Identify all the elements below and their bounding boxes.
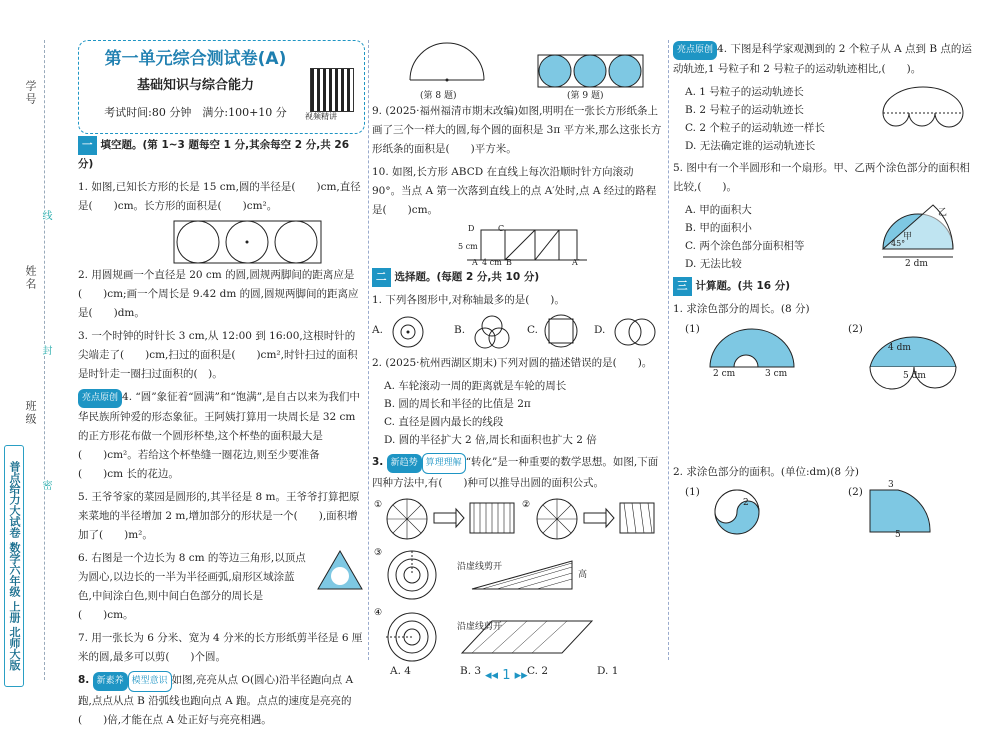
option: D. 无法确定谁的运动轨迹长 xyxy=(685,140,816,152)
question-3: 3. 一个时钟的时针长 3 cm,从 12:00 到 16:00,这根时针的尖端走了( )cm,扫过的面积是( )cm²,时针扫过的面积是时针走一圈扫过面积的( )。 xyxy=(78,330,358,380)
figure-q1 xyxy=(78,220,363,266)
figure-triangle xyxy=(316,549,364,593)
question-2: 2. 用圆规画一个直径是 20 cm 的圆,圆规两脚间的距离应是( )cm;画一个周长是 9.42 dm 的圆,圆规两脚间的距离应是( )dm。 xyxy=(78,269,359,319)
column-1 xyxy=(78,136,363,734)
question-7: 7. 用一张长为 6 分米、宽为 4 分米的长方形纸剪半径是 6 厘米的圆,最多可以剪( )个圆。 xyxy=(78,632,363,663)
cut-mark: 线 xyxy=(40,210,51,220)
binding-strip xyxy=(0,0,70,711)
figure-calc-2: (1) 2 (2) 3 5 xyxy=(673,486,973,546)
question-10: 10. 如图,长方形 ABCD 在直线上每次沿顺时针方向滚动 90°。当点 A 第一次落到直线上的点 A′处时,点 A 经过的路程是( )cm。 xyxy=(372,166,657,216)
page-title: 第一单元综合测试卷(A) xyxy=(104,49,287,69)
question-6: 6. 右图是一个边长为 8 cm 的等边三角形,以顶点为圆心,以边长的一半为半径画弧,扇形区域涂蓝色,中间涂白色,则中间白色部分的周长是( )cm。 xyxy=(78,552,306,621)
qr-code[interactable] xyxy=(310,68,354,112)
cut-label: 沿虚线剪开 xyxy=(457,622,503,632)
option: A. 车轮滚动一周的距离就是车轮的周长 xyxy=(384,380,567,392)
section-3-heading: 三 计算题。(共 16 分) xyxy=(673,277,973,296)
question-c3-5: 5. 图中有一个半圆形和一个扇形。甲、乙两个涂色部分的面积相比较,( )。 xyxy=(673,162,970,193)
question-9: 9. (2025·福州福清市期末改编)如图,明明在一张长方形纸条上画了三个一样大的圆,每个圆的面积是 3π 平方米,那么这张长方形纸条的面积是( )平方米。 xyxy=(372,105,662,155)
choice-question-3: 3. 新趋势 算理理解 “转化”是一种重要的数学思想。如图,下面四种方法中,有( )种可以推导出圆的面积公式。 xyxy=(372,453,662,493)
question-4: 亮点原创 4. “圆”象征着“圆满”和“饱满”,是自古以来为我们中华民族所钟爱的形态象征。王阿姨打算用一块周长是 32 cm 的正方形花布做一个圆形杯垫,这个杯垫的面积最大是( )cm²。若给这个杯垫缝一圈花边,则至少要准备( )cm 长的花边。 xyxy=(78,391,360,480)
page-subtitle: 基础知识与综合能力 xyxy=(136,78,254,93)
column-divider xyxy=(368,40,369,660)
option: A. 1 号粒子的运动轨迹长 xyxy=(685,86,804,98)
question-c3-4: 亮点原创 4. 下图是科学家观测到的 2 个粒子从 A 点到 B 点的运动轨迹,1 号粒子和 2 号粒子的运动轨迹相比,( )。 xyxy=(673,43,972,75)
figure-conversions xyxy=(372,497,662,665)
option: B. 圆的周长和半径的比值是 2π xyxy=(384,398,531,410)
figure-calc-1: (1) 2 cm 3 cm (2) 4 dm 5 dm xyxy=(673,323,973,383)
choice-3-options: A. 4 B. 3 C. 2 D. 1 xyxy=(390,665,619,677)
section-2-heading: 二 选择题。(每题 2 分,共 10 分) xyxy=(372,268,662,287)
choice-question-1: 1. 下列各图形中,对称轴最多的是( )。 xyxy=(372,294,565,306)
height-label: 高 xyxy=(578,570,588,580)
cut-mark: 密 xyxy=(40,480,51,490)
qr-label: 视频精讲 xyxy=(305,112,337,121)
name-label: 姓名 xyxy=(24,265,37,291)
class-label: 班级 xyxy=(24,400,37,426)
question-8: 8. 新素养 模型意识 如图,亮亮从点 O(圆心)沿半径跑向点 A 跑,点点从点 B 沿弧线也跑向点 A 跑。点点的速度是亮亮的( )倍,才能在点 A 处正好与亮亮相遇。 xyxy=(78,671,363,730)
figure-9-caption: (第 9 题) xyxy=(567,91,604,101)
svg-text:③: ③ xyxy=(374,548,383,558)
option: B. 甲的面积小 xyxy=(685,222,752,234)
option: B. 2 号粒子的运动轨迹长 xyxy=(685,104,804,116)
option: D. 圆的半径扩大 2 倍,周长和面积也扩大 2 倍 xyxy=(384,434,597,446)
figure-8-caption: (第 8 题) xyxy=(420,91,457,101)
option: D. 无法比较 xyxy=(685,258,742,270)
student-number-label: 学号 xyxy=(24,80,37,106)
section-heading: 一 填空题。(第 1~3 题每空 1 分,其余每空 2 分,共 26 分) xyxy=(78,136,363,174)
column-divider xyxy=(668,40,669,660)
binding-line xyxy=(44,40,45,680)
question-1: 1. 如图,已知长方形的长是 15 cm,圆的半径是( )cm,直径是( )cm。长方形的面积是( )cm²。 xyxy=(78,181,361,212)
calc-question-1: 1. 求涂色部分的周长。(8 分) xyxy=(673,303,810,315)
figure-particles xyxy=(878,83,968,143)
option: C. 两个涂色部分面积相等 xyxy=(685,240,805,252)
choice-question-2: 2. (2025·杭州西湖区期末)下列对圆的描述错误的是( )。 xyxy=(372,357,653,369)
page-number: ◂◂ 1 ▸▸ xyxy=(485,668,528,683)
figure-circles-rectangle xyxy=(173,220,323,264)
figure-q8 xyxy=(402,42,492,82)
calc-question-2: 2. 求涂色部分的面积。(单位:dm)(8 分) xyxy=(673,466,859,478)
choice-1-options: A. B. C. D. xyxy=(372,314,662,354)
svg-text:④: ④ xyxy=(374,608,383,618)
cut-label: 沿虚线剪开 xyxy=(457,562,503,572)
brand-label: 普点给力大试卷 数学六年级 上册 北师大版 xyxy=(4,445,24,687)
svg-text:②: ② xyxy=(522,500,531,510)
option: C. 直径是圆内最长的线段 xyxy=(384,416,504,428)
cut-mark: 封 xyxy=(40,345,51,355)
exam-info: 考试时间:80 分钟 满分:100+10 分 xyxy=(104,106,287,119)
question-5: 5. 王爷爷家的菜园是圆形的,其半径是 8 m。王爷爷打算把原来菜地的半径增加 2 m,增加部分的形状是一个( ),面积增加了( )m²。 xyxy=(78,491,360,541)
column-2: (第 8 题) (第 9 题) 9. (2025·福州福清市期末改编)如图,明明在一张长方形纸条上画了三个一样大的圆,每个圆的面积是 3π 平方米,那么这张长方形纸条的面积是( )平方米。 10. 如图,长方形 ABCD 在直线上每次沿顺时针方向滚动 90°。当点 A 第一次落到直线上的点 A′处时,点 A 经过的路程是( )cm。 D C 5 cm A 4 cm B A′ 二 选择题。(每题 2 分,共 10 分) 1. 下列各图形中,对称轴最多的是( )。 A. B. C. D. 2. (2025·杭州西湖区期末)下列对圆的描述错误的是( )。 A. 车轮滚动一周的距离就是车轮的周长 B. 圆的周长和半径的比值是 2π C. 直径是圆内最长的线段 D. 圆的半径扩大 2 倍,周长和面积也扩大 2 倍 3. 新趋势 算理理解 “转化”是一种重要的数学思想。如图,下面四种方法中,有( )种可以推导出圆的面积公式。 ① ② ③ ④ 沿虚线剪开 高 沿虚线剪开 A. 4 B. 3 C. 2 D. 1 xyxy=(372,40,662,683)
column-3: 亮点原创 4. 下图是科学家观测到的 2 个粒子从 A 点到 B 点的运动轨迹,1 号粒子和 2 号粒子的运动轨迹相比,( )。 A. 1 号粒子的运动轨迹长 B. 2 号粒子的运动轨迹长 C. 2 个粒子的运动轨迹一样长 D. 无法确定谁的运动轨迹长 5. 图中有一个半圆形和一个扇形。甲、乙两个涂色部分的面积相比较,( )。 A. 甲的面积大 B. 甲的面积小 C. 两个涂色部分面积相等 D. 无法比较 乙 甲 45° 2 dm 三 计算题。(共 16 分) 1. 求涂色部分的周长。(8 分) (1) 2 cm 3 cm (2) 4 dm 5 dm 2. 求涂色部分的面积。(单位:dm)(8 分) (1) 2 (2) 3 5 xyxy=(673,40,973,546)
option: A. 甲的面积大 xyxy=(685,204,752,216)
figure-q9 xyxy=(537,54,647,88)
option: C. 2 个粒子的运动轨迹一样长 xyxy=(685,122,825,134)
svg-text:①: ① xyxy=(374,500,383,510)
